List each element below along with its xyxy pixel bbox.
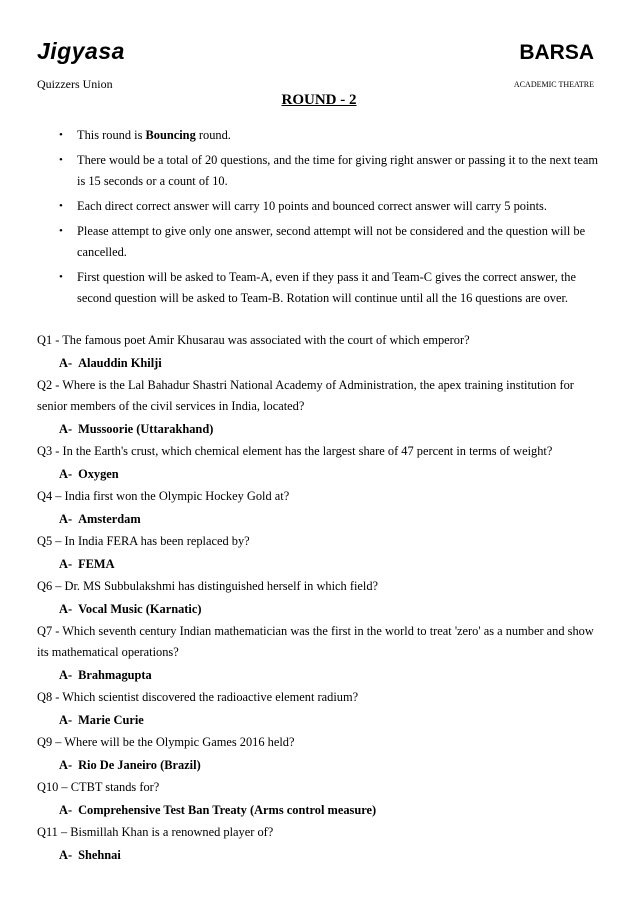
answer-prefix: A- — [59, 512, 73, 526]
rule-emphasis: Bouncing — [145, 128, 196, 142]
answer-prefix: A- — [59, 467, 73, 481]
answer-prefix: A- — [59, 668, 73, 682]
bullet-icon: • — [59, 129, 63, 141]
bullet-icon: • — [59, 200, 63, 212]
answer-text: Oxygen — [78, 467, 119, 481]
answer-line — [59, 509, 602, 530]
answer-prefix: A- — [59, 557, 73, 571]
answer-line — [59, 554, 602, 575]
question-text: Q8 - Which scientist discovered the radioactive element radium? — [37, 690, 359, 704]
answer-text: Rio De Janeiro (Brazil) — [78, 758, 201, 772]
answer-line — [59, 353, 602, 374]
rules-list — [59, 125, 602, 313]
bullet-icon: • — [59, 271, 63, 283]
answer-line — [59, 800, 602, 821]
question-text: Q10 – CTBT stands for? — [37, 780, 160, 794]
answer-prefix: A- — [59, 422, 73, 436]
answer-line — [59, 710, 602, 731]
question-text: Q5 – In India FERA has been replaced by? — [37, 534, 250, 548]
answer-line — [59, 419, 602, 440]
answer-text: Comprehensive Test Ban Treaty (Arms control measure) — [78, 803, 377, 817]
rule-item — [59, 221, 602, 263]
answer-text: Brahmagupta — [78, 668, 152, 682]
rule-item — [59, 267, 602, 309]
answer-text: Alauddin Khilji — [78, 356, 162, 370]
answer-text: Marie Curie — [78, 713, 144, 727]
question-text: Q11 – Bismillah Khan is a renowned player of? — [37, 825, 274, 839]
rule-text: First question will be asked to Team-A, even if they pass it and Team-C gives the correct answer, the second question will be asked to Team-B. Rotation will continue until all the 16 questions are over. — [77, 270, 576, 305]
answer-text: FEMA — [78, 557, 115, 571]
question-text: Q4 – India first won the Olympic Hockey Gold at? — [37, 489, 290, 503]
rule-text: This round is — [77, 128, 146, 142]
question-text: Q1 - The famous poet Amir Khusarau was associated with the court of which emperor? — [37, 333, 470, 347]
questions-list — [37, 330, 602, 867]
question-text: Q6 – Dr. MS Subbulakshmi has distinguished herself in which field? — [37, 579, 379, 593]
answer-line — [59, 464, 602, 485]
rule-item — [59, 150, 602, 192]
academic-theatre-label: ACADEMIC THEATRE — [513, 80, 594, 89]
bullet-icon: • — [59, 154, 63, 166]
answer-line — [59, 665, 602, 686]
answer-prefix: A- — [59, 803, 73, 817]
rule-item — [59, 125, 602, 146]
answer-line — [59, 845, 602, 866]
rule-text: Please attempt to give only one answer, second attempt will not be considered and the question will be cancelled. — [77, 224, 586, 259]
question-text: Q9 – Where will be the Olympic Games 2016 held? — [37, 735, 295, 749]
answer-line — [59, 599, 602, 620]
rule-text: There would be a total of 20 questions, and the time for giving right answer or passing it to the next team is 15 seconds or a count of 10. — [77, 153, 598, 188]
question-text: Q2 - Where is the Lal Bahadur Shastri National Academy of Administration, the apex training institution for senior members of the civil services in India, located? — [37, 378, 574, 413]
question-text: Q7 - Which seventh century Indian mathematician was the first in the world to treat 'zero' as a number and show its mathematical operations? — [37, 624, 594, 659]
quizzers-union-label: Quizzers Union — [37, 77, 113, 91]
answer-prefix: A- — [59, 713, 73, 727]
question-text: Q3 - In the Earth's crust, which chemical element has the largest share of 47 percent in terms of weight? — [37, 444, 553, 458]
answer-prefix: A- — [59, 758, 73, 772]
rule-text-end: round. — [195, 128, 231, 142]
answer-text: Shehnai — [78, 848, 121, 862]
answer-text: Vocal Music (Karnatic) — [78, 602, 202, 616]
answer-line — [59, 755, 602, 776]
barsa-logo: BARSA — [519, 41, 594, 64]
rule-text: Each direct correct answer will carry 10 points and bounced correct answer will carry 5 points. — [77, 199, 547, 213]
rule-item — [59, 196, 602, 217]
answer-text: Mussoorie (Uttarakhand) — [78, 422, 214, 436]
jigyasa-logo: Jigyasa — [37, 38, 125, 64]
bullet-icon: • — [59, 225, 63, 237]
answer-text: Amsterdam — [78, 512, 141, 526]
answer-prefix: A- — [59, 602, 73, 616]
answer-prefix: A- — [59, 356, 73, 370]
answer-prefix: A- — [59, 848, 73, 862]
round-title: ROUND - 2 — [281, 92, 357, 108]
